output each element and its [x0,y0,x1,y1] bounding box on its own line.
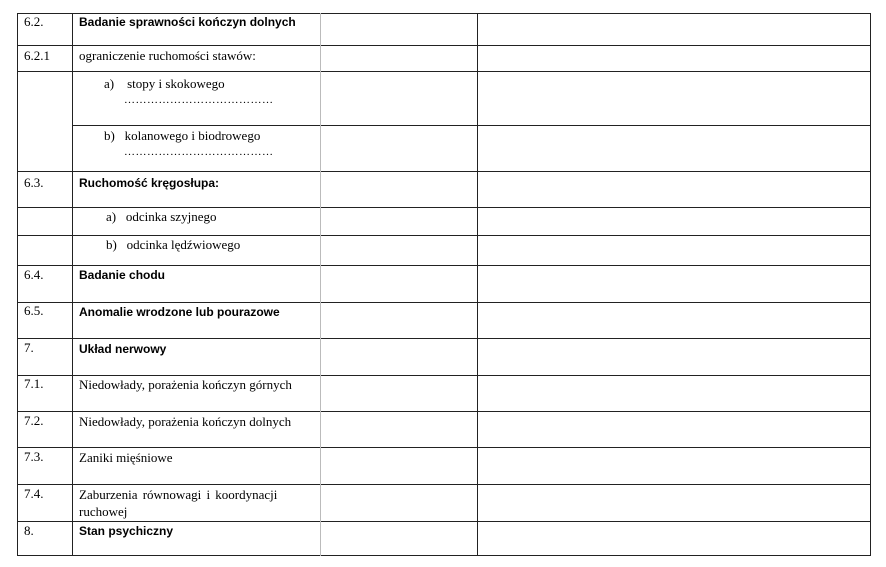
row-number: 6.5. [24,303,44,318]
section-heading: Badanie sprawności kończyn dolnych [79,15,296,29]
row-number: 7.1. [24,376,44,391]
row-border [17,484,871,485]
row-number: 6.3. [24,175,44,190]
row-label: b) kolanowego i biodrowego [104,128,261,143]
column-border [72,13,73,556]
row-label: Niedowłady, porażenia kończyn dolnych [79,414,292,429]
row-label: Niedowłady, porażenia kończyn górnych [79,377,292,392]
row-label: Zaniki mięśniowe [79,450,173,465]
row-border [17,338,871,339]
row-border [17,207,871,208]
row-border [17,555,871,556]
row-label: ruchowej [79,504,128,519]
row-number: 6.2. [24,14,44,29]
column-border [477,13,478,556]
row-number: 6.2.1 [24,48,50,63]
row-border [17,45,871,46]
row-border [17,265,871,266]
dotted-fill: ………………………………… [124,94,274,106]
row-number: 7. [24,340,34,355]
row-border [17,71,871,72]
row-number: 6.4. [24,267,44,282]
row-label: a) odcinka szyjnego [106,209,217,224]
row-border [17,302,871,303]
row-border [17,375,871,376]
section-heading: Ruchomość kręgosłupa: [79,176,220,190]
column-border [17,13,18,556]
section-heading: Stan psychiczny [79,524,174,538]
dotted-fill: ………………………………… [124,146,274,158]
row-border [17,411,871,412]
section-heading: Układ nerwowy [79,342,167,356]
row-label: b) odcinka lędźwiowego [106,237,241,252]
row-border [17,447,871,448]
row-border [72,125,871,126]
row-label: ograniczenie ruchomości stawów: [79,48,256,63]
column-border [320,13,321,556]
row-label: a) stopy i skokowego [104,76,225,91]
row-number: 7.2. [24,413,44,428]
column-border [870,13,871,556]
row-number: 8. [24,523,34,538]
row-border [17,13,871,14]
row-border [17,171,871,172]
row-border [17,235,871,236]
section-heading: Badanie chodu [79,268,166,282]
row-number: 7.3. [24,449,44,464]
row-label: Zaburzenia równowagi i koordynacji [79,487,278,502]
row-number: 7.4. [24,486,44,501]
row-border [17,521,871,522]
section-heading: Anomalie wrodzone lub pourazowe [79,305,280,319]
